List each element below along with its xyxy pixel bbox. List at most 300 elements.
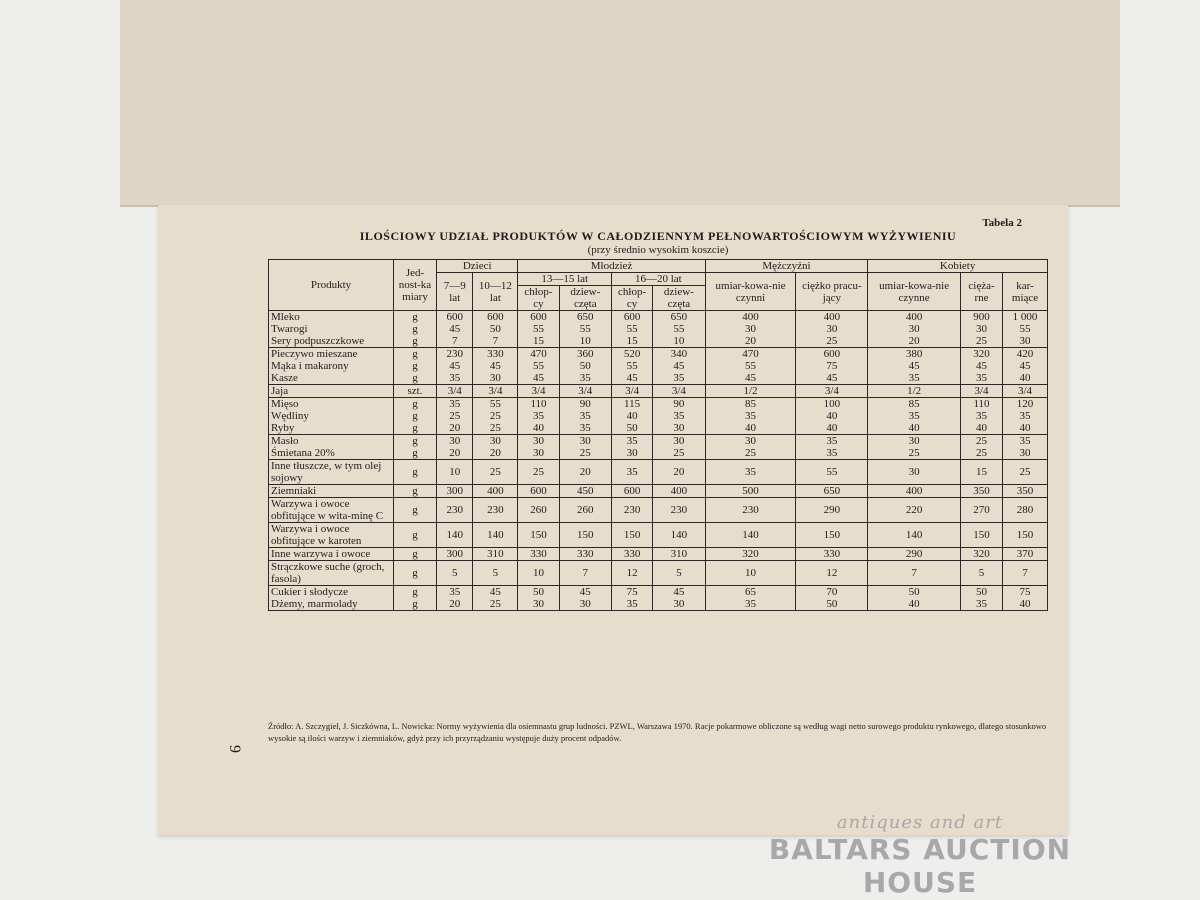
product-name: Mleko	[271, 311, 300, 323]
value-entry: 35	[626, 598, 638, 610]
value-cell	[559, 398, 611, 435]
value-cell	[653, 435, 705, 460]
value-entry: 50	[826, 598, 838, 610]
value-entry: 650	[670, 311, 688, 323]
product-cell	[269, 398, 394, 435]
value-entry: 20	[579, 466, 591, 478]
value-entry: 1/2	[743, 385, 758, 397]
value-cell	[559, 586, 611, 611]
header-kobiety-ciezarne: cięża-rne	[960, 273, 1002, 311]
value-entry: 90	[579, 398, 591, 410]
value-cell	[796, 311, 868, 348]
value-entry: 55	[626, 323, 638, 335]
value-entry: 30	[489, 372, 501, 384]
product-cell	[269, 498, 394, 523]
value-entry: 35	[579, 422, 591, 434]
value-entry: 75	[826, 360, 838, 372]
value-cell	[960, 485, 1002, 498]
value-entry: 25	[908, 447, 920, 459]
value-entry: 360	[577, 348, 594, 360]
value-cell	[437, 435, 473, 460]
header-mezczyzni-ciezko: ciężko pracu-jący	[796, 273, 868, 311]
book-page	[158, 205, 1068, 835]
value-cell	[653, 548, 705, 561]
product-name: Twarogi	[271, 323, 308, 335]
value-cell	[1003, 485, 1048, 498]
value-cell	[868, 586, 961, 611]
value-entry: 45	[976, 360, 987, 372]
value-entry: 35	[826, 435, 838, 447]
value-cell	[559, 485, 611, 498]
value-entry: 310	[487, 548, 504, 560]
value-entry: 25	[489, 466, 501, 478]
value-entry: 10	[745, 567, 757, 579]
value-entry: 1/2	[907, 385, 922, 397]
product-cell	[269, 485, 394, 498]
value-cell	[518, 548, 559, 561]
value-entry: 45	[826, 372, 838, 384]
value-entry: 35	[976, 598, 987, 610]
value-entry: 40	[1019, 422, 1031, 434]
value-cell	[1003, 523, 1048, 548]
value-entry: 520	[623, 348, 641, 360]
value-entry: 40	[826, 422, 838, 434]
value-entry: 35	[626, 466, 638, 478]
value-cell	[868, 385, 961, 398]
value-entry: 30	[673, 435, 685, 447]
value-entry: 3/4	[824, 385, 839, 397]
value-cell	[960, 398, 1002, 435]
value-entry: 45	[673, 586, 685, 598]
value-cell	[960, 548, 1002, 561]
value-entry: 50	[908, 586, 920, 598]
value-cell	[518, 398, 559, 435]
product-cell	[269, 586, 394, 611]
unit-value: g	[412, 435, 418, 447]
value-entry: 290	[823, 504, 841, 516]
value-entry: 500	[742, 485, 759, 497]
header-mlodziez-13-15: 13—15 lat	[518, 273, 612, 286]
value-cell	[612, 498, 653, 523]
value-entry: 20	[449, 422, 461, 434]
value-entry: 85	[908, 398, 920, 410]
value-entry: 55	[489, 398, 501, 410]
product-name: Ryby	[271, 422, 295, 434]
value-entry: 120	[1016, 398, 1034, 410]
value-cell	[1003, 398, 1048, 435]
value-entry: 230	[670, 504, 688, 516]
value-cell	[612, 548, 653, 561]
value-cell	[653, 460, 705, 485]
value-cell	[705, 398, 796, 435]
value-cell	[518, 561, 559, 586]
value-entry: 600	[623, 311, 641, 323]
value-entry: 600	[487, 311, 504, 323]
value-entry: 600	[623, 485, 641, 497]
value-cell	[796, 498, 868, 523]
product-name: Warzywa i owoce obfitujące w wita-minę C	[271, 498, 384, 522]
value-cell	[612, 385, 653, 398]
value-entry: 300	[446, 485, 463, 497]
header-dzieci-7-9: 7—9 lat	[437, 273, 473, 311]
product-name: Sery podpuszczkowe	[271, 335, 365, 347]
value-cell	[960, 311, 1002, 348]
value-cell	[437, 561, 473, 586]
value-entry: 12	[826, 567, 838, 579]
value-entry: 40	[826, 410, 838, 422]
nutrition-table	[268, 259, 1048, 611]
value-entry: 10	[449, 466, 461, 478]
value-entry: 30	[908, 323, 920, 335]
unit-value: g	[412, 372, 418, 384]
table-row	[269, 548, 1048, 561]
table-row	[269, 561, 1048, 586]
value-entry: 20	[745, 335, 757, 347]
value-cell	[960, 561, 1002, 586]
unit-value: g	[412, 360, 418, 372]
value-entry: 40	[1019, 598, 1031, 610]
value-entry: 10	[673, 335, 685, 347]
value-cell	[473, 561, 518, 586]
value-entry: 30	[579, 435, 591, 447]
value-entry: 330	[823, 548, 841, 560]
product-cell	[269, 548, 394, 561]
header-kobiety-umiarkowanie: umiar-kowa-nie czynne	[868, 273, 961, 311]
value-entry: 320	[742, 548, 759, 560]
value-entry: 45	[908, 360, 920, 372]
value-cell	[653, 586, 705, 611]
value-cell	[868, 498, 961, 523]
value-cell	[437, 485, 473, 498]
value-cell	[473, 348, 518, 385]
value-entry: 230	[623, 504, 641, 516]
value-entry: 140	[487, 529, 504, 541]
unit-cell	[394, 385, 437, 398]
value-entry: 35	[908, 372, 920, 384]
value-entry: 380	[905, 348, 923, 360]
unit-value: g	[412, 422, 418, 434]
value-entry: 50	[532, 586, 544, 598]
value-entry: 20	[489, 447, 501, 459]
value-cell	[960, 586, 1002, 611]
value-entry: 40	[532, 422, 544, 434]
value-entry: 300	[446, 548, 463, 560]
value-entry: 310	[670, 548, 688, 560]
value-cell	[437, 398, 473, 435]
value-entry: 30	[976, 323, 987, 335]
value-entry: 40	[908, 422, 920, 434]
header-kobiety: Kobiety	[868, 260, 1048, 273]
value-entry: 15	[976, 466, 987, 478]
value-entry: 230	[742, 504, 759, 516]
value-cell	[868, 460, 961, 485]
value-entry: 3/4	[578, 385, 593, 397]
value-entry: 30	[908, 466, 920, 478]
value-cell	[518, 385, 559, 398]
value-cell	[473, 498, 518, 523]
value-cell	[559, 548, 611, 561]
value-entry: 330	[623, 548, 641, 560]
value-cell	[559, 311, 611, 348]
value-entry: 55	[626, 360, 638, 372]
value-entry: 7	[1022, 567, 1028, 579]
value-cell	[473, 435, 518, 460]
value-cell	[612, 311, 653, 348]
table-title: ILOŚCIOWY UDZIAŁ PRODUKTÓW W CAŁODZIENNYM PEŁNOWARTOŚCIOWYM WYŻYWIENIU	[359, 229, 957, 243]
value-entry: 150	[823, 529, 841, 541]
value-entry: 3/4	[531, 385, 546, 397]
product-cell	[269, 385, 394, 398]
value-cell	[473, 586, 518, 611]
unit-cell	[394, 561, 437, 586]
value-entry: 30	[532, 435, 544, 447]
unit-value: g	[412, 567, 418, 579]
value-cell	[612, 435, 653, 460]
value-entry: 30	[579, 598, 591, 610]
table-number-label: Tabela 2	[982, 217, 1022, 229]
value-entry: 110	[530, 398, 547, 410]
value-entry: 140	[446, 529, 463, 541]
unit-value: g	[412, 311, 418, 323]
value-cell	[796, 485, 868, 498]
value-entry: 70	[826, 586, 838, 598]
value-cell	[612, 398, 653, 435]
product-name: Mąka i makarony	[271, 360, 349, 372]
table-row	[269, 586, 1048, 611]
value-cell	[1003, 498, 1048, 523]
value-cell	[868, 435, 961, 460]
value-entry: 600	[530, 485, 547, 497]
value-cell	[868, 311, 961, 348]
value-entry: 45	[449, 360, 461, 372]
value-entry: 45	[489, 586, 501, 598]
value-entry: 400	[823, 311, 841, 323]
value-entry: 3/4	[447, 385, 462, 397]
unit-value: g	[412, 586, 418, 598]
value-entry: 35	[1019, 435, 1031, 447]
value-cell	[518, 460, 559, 485]
value-entry: 30	[673, 422, 685, 434]
value-entry: 35	[626, 435, 638, 447]
value-cell	[1003, 561, 1048, 586]
value-entry: 320	[973, 548, 990, 560]
value-cell	[518, 348, 559, 385]
value-entry: 3/4	[625, 385, 640, 397]
value-cell	[705, 311, 796, 348]
unit-value: g	[412, 485, 418, 497]
value-cell	[437, 311, 473, 348]
value-cell	[437, 523, 473, 548]
value-cell	[437, 548, 473, 561]
product-name: Mięso	[271, 398, 299, 410]
value-cell	[518, 498, 559, 523]
unit-cell	[394, 586, 437, 611]
value-entry: 7	[492, 335, 499, 347]
value-entry: 55	[826, 466, 838, 478]
value-entry: 15	[626, 335, 638, 347]
unit-value: szt.	[407, 385, 423, 397]
value-entry: 140	[905, 529, 923, 541]
previous-page-upside-down	[120, 0, 1120, 207]
watermark-brand: BALTARS AUCTION HOUSE	[768, 833, 1072, 899]
value-cell	[960, 385, 1002, 398]
value-entry: 35	[449, 372, 461, 384]
value-entry: 45	[449, 323, 461, 335]
value-entry: 30	[745, 323, 757, 335]
value-cell	[473, 460, 518, 485]
value-cell	[796, 435, 868, 460]
value-entry: 260	[530, 504, 547, 516]
value-cell	[796, 348, 868, 385]
value-cell	[437, 498, 473, 523]
value-entry: 900	[973, 311, 990, 323]
value-entry: 140	[742, 529, 759, 541]
value-entry: 50	[976, 586, 987, 598]
value-cell	[559, 348, 611, 385]
value-entry: 25	[745, 447, 757, 459]
value-entry: 35	[532, 410, 544, 422]
header-mezczyzni: Mężczyźni	[705, 260, 868, 273]
value-entry: 20	[908, 335, 920, 347]
value-cell	[868, 485, 961, 498]
watermark-tagline: antiques and art	[836, 812, 1004, 833]
unit-cell	[394, 348, 437, 385]
source-footnote: Źródło: A. Szczygieł, J. Siczkówna, L. Nowicka: Normy wyżywienia dla osiemnastu grup ludności. PZWL, Warszawa 1970. Racje pokarmowe obliczone są według wagi netto surowego produktu rynkowego, dlatego stosunkowo wysokie są ilości warzyw i ziemniaków, gdyż przy ich przyrządzaniu występuje duży procent odpadów.	[268, 721, 1047, 743]
table-row	[269, 311, 1048, 348]
value-entry: 470	[742, 348, 759, 360]
value-cell	[559, 561, 611, 586]
unit-cell	[394, 311, 437, 348]
value-cell	[796, 385, 868, 398]
value-entry: 3/4	[671, 385, 686, 397]
value-entry: 45	[626, 372, 638, 384]
product-name: Ziemniaki	[271, 485, 317, 497]
value-entry: 30	[489, 435, 501, 447]
value-entry: 55	[673, 323, 685, 335]
value-entry: 330	[487, 348, 504, 360]
value-cell	[559, 523, 611, 548]
value-entry: 115	[624, 398, 641, 410]
header-chlopcy-16: chłop-cy	[612, 286, 653, 311]
value-cell	[1003, 460, 1048, 485]
product-cell	[269, 435, 394, 460]
value-entry: 7	[582, 567, 589, 579]
value-entry: 40	[745, 422, 757, 434]
value-entry: 30	[673, 598, 685, 610]
value-entry: 50	[626, 422, 638, 434]
value-entry: 290	[905, 548, 923, 560]
value-cell	[705, 498, 796, 523]
header-products: Produkty	[269, 260, 394, 311]
table-subtitle: (przy średnio wysokim koszcie)	[587, 244, 729, 256]
value-entry: 55	[532, 360, 544, 372]
value-cell	[437, 460, 473, 485]
value-cell	[518, 586, 559, 611]
value-entry: 370	[1016, 548, 1034, 560]
value-cell	[559, 385, 611, 398]
unit-value: g	[412, 529, 418, 541]
value-entry: 30	[532, 598, 544, 610]
value-cell	[1003, 435, 1048, 460]
value-entry: 25	[532, 466, 544, 478]
value-entry: 50	[579, 360, 591, 372]
watermark-logo	[720, 812, 1120, 899]
value-entry: 400	[742, 311, 759, 323]
value-entry: 45	[579, 586, 591, 598]
product-cell	[269, 460, 394, 485]
value-entry: 25	[976, 435, 987, 447]
product-name: Dżemy, marmolady	[271, 598, 358, 610]
product-cell	[269, 561, 394, 586]
value-cell	[473, 548, 518, 561]
value-entry: 35	[976, 372, 987, 384]
value-entry: 25	[489, 410, 501, 422]
value-entry: 650	[823, 485, 841, 497]
value-entry: 150	[1016, 529, 1034, 541]
value-cell	[705, 561, 796, 586]
value-cell	[653, 523, 705, 548]
value-entry: 35	[579, 410, 591, 422]
value-cell	[473, 523, 518, 548]
value-entry: 35	[673, 410, 685, 422]
value-cell	[437, 385, 473, 398]
header-dziewczeta-13: dziew-częta	[559, 286, 611, 311]
value-entry: 15	[532, 335, 544, 347]
value-entry: 12	[626, 567, 638, 579]
value-cell	[1003, 385, 1048, 398]
header-dziewczeta-16: dziew-częta	[653, 286, 705, 311]
value-entry: 35	[745, 466, 757, 478]
value-entry: 35	[449, 398, 461, 410]
value-entry: 40	[626, 410, 638, 422]
value-entry: 25	[976, 335, 987, 347]
value-entry: 5	[451, 567, 458, 579]
value-cell	[705, 485, 796, 498]
value-entry: 10	[579, 335, 591, 347]
value-entry: 40	[908, 598, 920, 610]
unit-value: g	[412, 410, 418, 422]
value-entry: 25	[489, 422, 501, 434]
product-name: Jaja	[271, 385, 289, 397]
product-name: Inne warzywa i owoce	[271, 548, 371, 560]
value-cell	[868, 561, 961, 586]
value-entry: 75	[1019, 586, 1031, 598]
value-entry: 420	[1016, 348, 1034, 360]
value-cell	[868, 548, 961, 561]
value-entry: 30	[1019, 335, 1031, 347]
product-name: Pieczywo mieszane	[271, 348, 358, 360]
value-entry: 35	[826, 447, 838, 459]
value-entry: 30	[745, 435, 757, 447]
value-cell	[705, 586, 796, 611]
value-entry: 400	[905, 311, 923, 323]
value-entry: 55	[579, 323, 591, 335]
unit-cell	[394, 523, 437, 548]
value-entry: 25	[673, 447, 685, 459]
unit-value: g	[412, 466, 418, 478]
value-cell	[960, 523, 1002, 548]
value-cell	[868, 523, 961, 548]
product-name: Śmietana 20%	[271, 447, 335, 459]
value-cell	[1003, 548, 1048, 561]
unit-cell	[394, 548, 437, 561]
value-cell	[868, 348, 961, 385]
value-entry: 340	[670, 348, 688, 360]
product-name: Masło	[271, 435, 299, 447]
value-cell	[796, 586, 868, 611]
value-entry: 25	[489, 598, 501, 610]
table-row	[269, 398, 1048, 435]
